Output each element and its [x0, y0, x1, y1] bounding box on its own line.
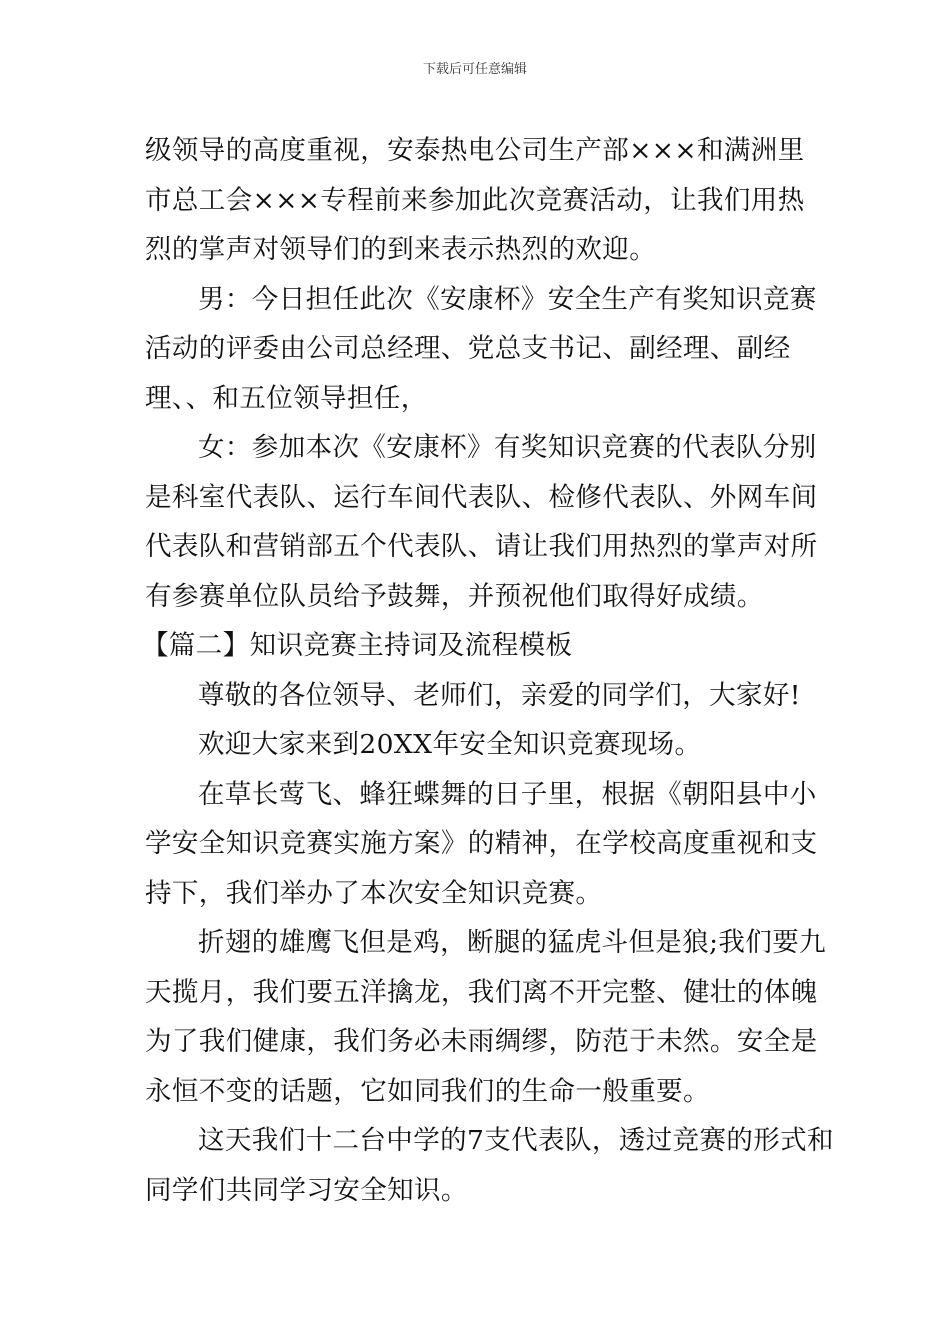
section-heading: 【篇二】知识竞赛主持词及流程模板: [142, 630, 573, 661]
text-line: 代表队和营销部五个代表队、请让我们用热烈的掌声对所: [145, 531, 818, 562]
text-line: 这天我们十二台中学的7支代表队，透过竞赛的形式和: [198, 1125, 834, 1156]
text-line: 尊敬的各位领导、老师们，亲爱的同学们，大家好!: [198, 679, 801, 711]
text-line: 同学们共同学习安全知识。: [145, 1174, 468, 1206]
text-line: 是科室代表队、运行车间代表队、检修代表队、外网车间: [145, 481, 818, 513]
text-line: 为了我们健康，我们务必未雨绸缪，防范于未然。安全是: [145, 1026, 818, 1057]
text-line: 持下，我们举办了本次安全知识竞赛。: [145, 877, 603, 909]
text-line: 永恒不变的话题，它如同我们的生命一般重要。: [145, 1075, 710, 1107]
text-line: 男：今日担任此次《安康杯》安全生产有奖知识竞赛: [198, 283, 817, 315]
text-line: 有参赛单位队员给予鼓舞，并预祝他们取得好成绩。: [145, 580, 764, 612]
text-line: 级领导的高度重视，安泰热电公司生产部×××和满洲里: [145, 135, 805, 166]
text-line: 女：参加本次《安康杯》有奖知识竞赛的代表队分别: [198, 432, 817, 463]
text-line: 在草长莺飞、蜂狂蝶舞的日子里，根据《朝阳县中小: [198, 778, 817, 810]
text-line: 烈的掌声对领导们的到来表示热烈的欢迎。: [145, 234, 657, 265]
document-body: [142, 126, 834, 1215]
text-line: 活动的评委由公司总经理、党总支书记、副经理、副经: [145, 333, 791, 364]
text-line: 学安全知识竞赛实施方案》的精神，在学校高度重视和支: [145, 828, 818, 859]
text-line: 折翅的雄鹰飞但是鸡，断腿的猛虎斗但是狼;我们要九: [198, 927, 827, 958]
page-header: 下载后可任意编辑: [422, 62, 527, 77]
text-line: 理、、和五位领导担任，: [145, 382, 428, 414]
text-line: 欢迎大家来到20XX年安全知识竞赛现场。: [198, 729, 702, 760]
text-line: 天揽月，我们要五洋擒龙，我们离不开完整、健壮的体魄: [145, 976, 818, 1008]
text-line: 市总工会×××专程前来参加此次竞赛活动，让我们用热: [145, 184, 805, 216]
